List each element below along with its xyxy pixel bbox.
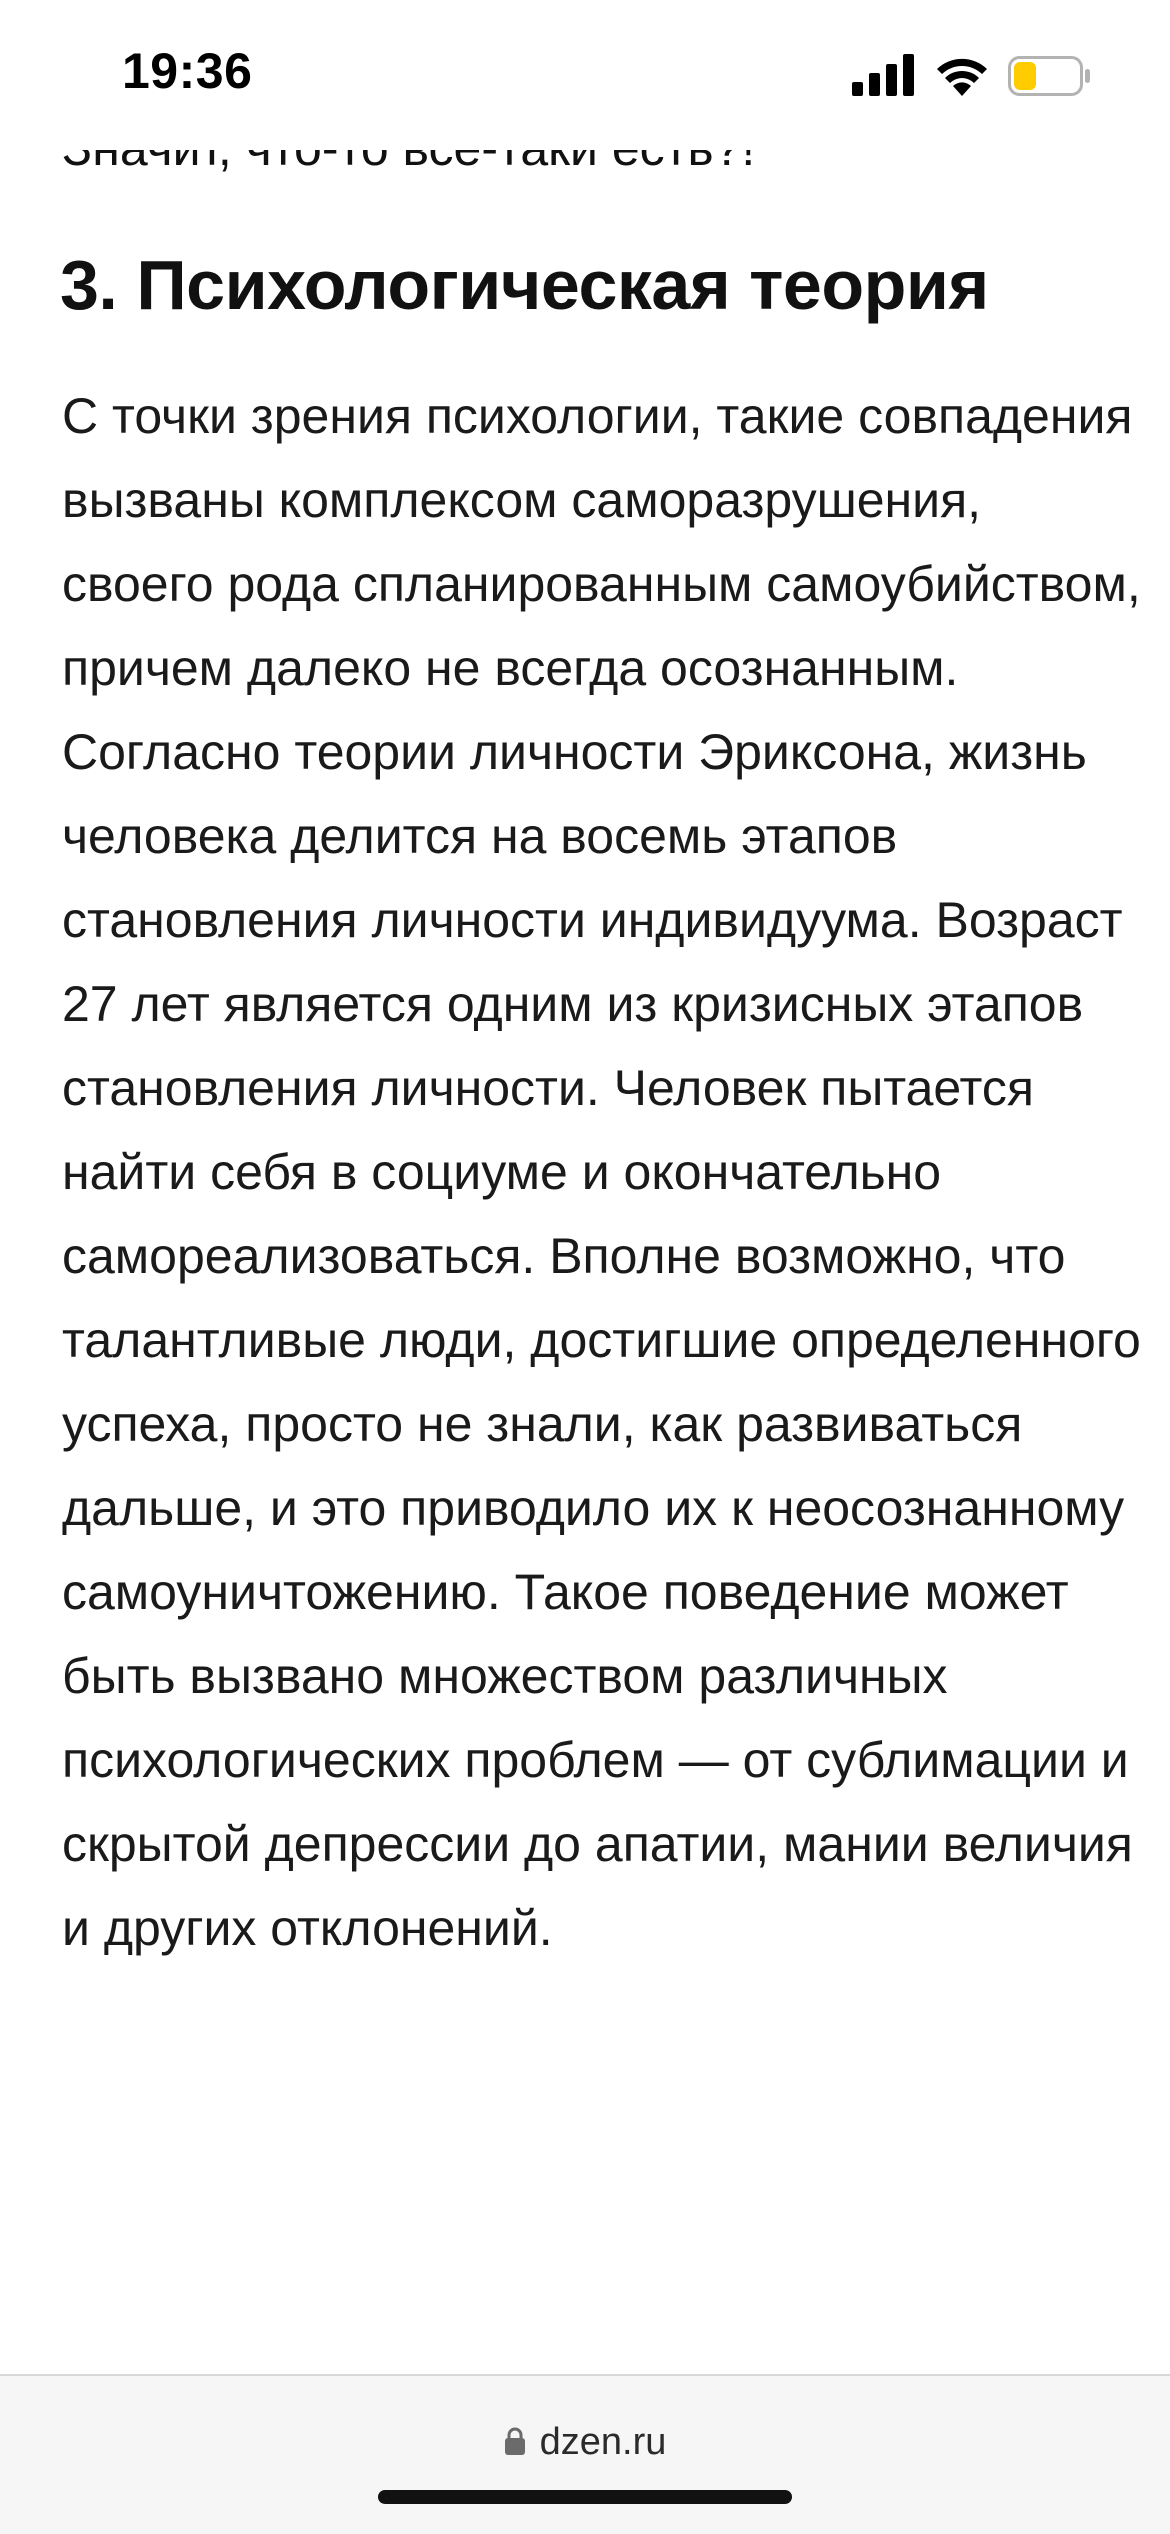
address-bar[interactable] [0,2420,1170,2464]
battery-low-icon [1008,56,1092,96]
wifi-icon [934,50,990,96]
url-text: dzen.ru [539,2421,667,2463]
browser-bottom-bar [0,2374,1170,2534]
cellular-signal-icon [852,54,914,96]
status-time: 19:36 [122,43,253,99]
article-paragraph: С точки зрения психологии, такие совпадения вызваны комплексом саморазрушения, своего рода спланированным самоубийством, причем далеко не всегда осознанным. Согласно теории личности Эриксона, жизнь человека делится на восемь этапов становления личности индивидуума. Возраст 27 лет является одним из кризисных этапов становления личности. Человек пытается найти себя в социуме и окончательно самореализоваться. Вполне возможно, что талантливые люди, достигшие определенного успеха, просто не знали, как развиваться дальше, и это приводило их к неосознанному самоуничтожению. Такое поведение может быть вызвано множеством различных психологических проблем — от сублимации и скрытой депрессии до апатии, мании величия и других отклонений. [62,388,1141,1956]
lock-icon [504,2426,526,2456]
section-heading: 3. Психологическая теория [60,246,989,324]
home-indicator[interactable] [378,2490,792,2504]
status-bar [0,0,1170,150]
